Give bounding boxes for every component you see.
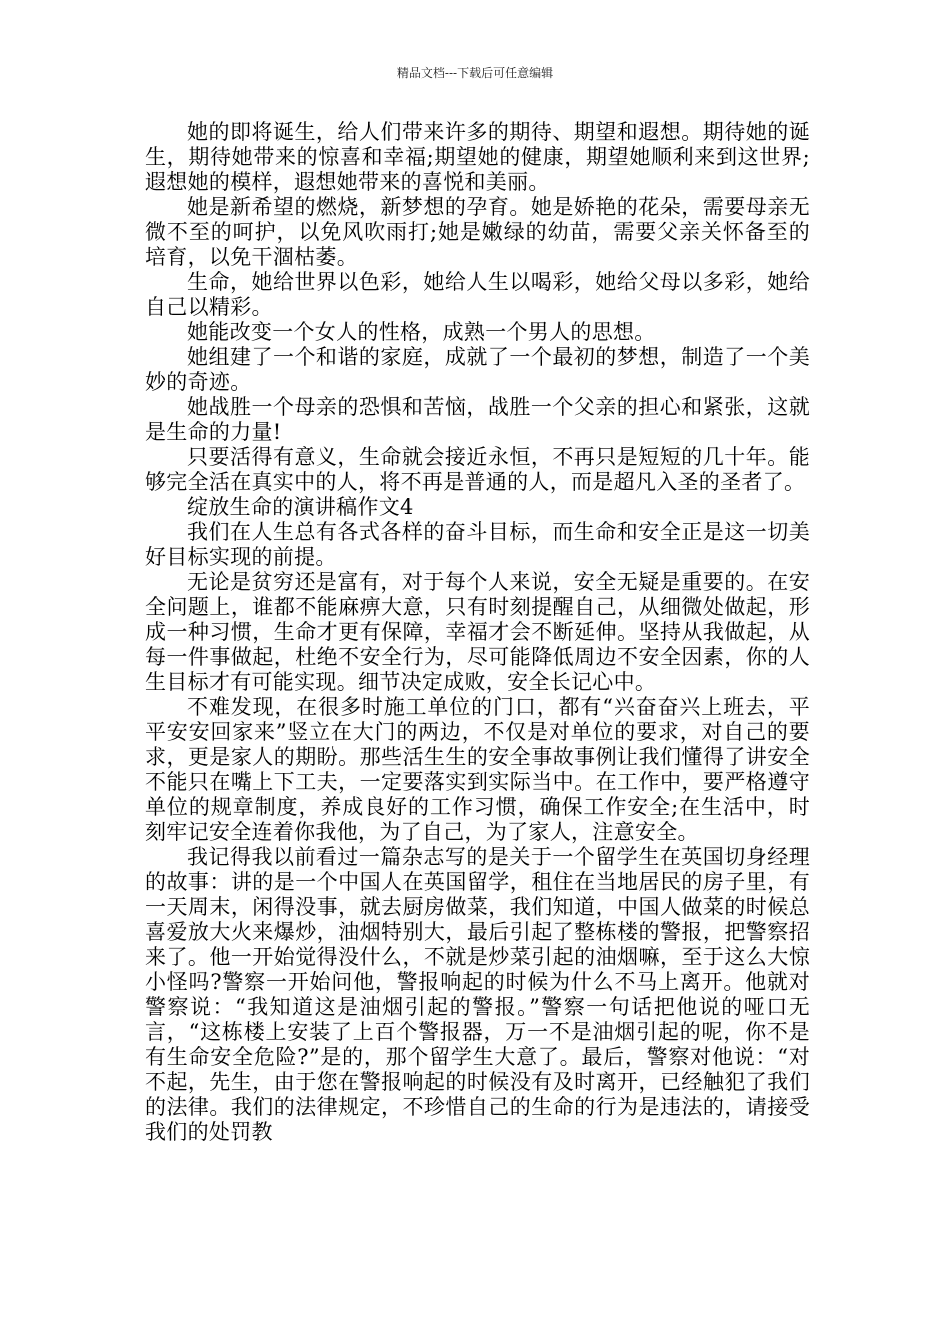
section-heading: 绽放生命的演讲稿作文4 xyxy=(187,495,414,519)
paragraph: 我们在人生总有各式各样的奋斗目标，而生命和安全正是这一切美好目标实现的前提。 xyxy=(145,520,810,569)
paragraph: 我记得我以前看过一篇杂志写的是关于一个留学生在英国切身经理的故事：讲的是一个中国人在英国留学，租住在当地居民的房子里，有一天周末，闲得没事，就去厨房做菜，我们知道，中国人做菜的时候总喜爱放大火来爆炒，油烟特别大，最后引起了整栋楼的警报，把警察招来了。他一开始觉得没什么，不就是炒菜引起的油烟嘛，至于这么大惊小怪吗?警察一开始问他，警报响起的时候为什么不马上离开。他就对警察说：“我知道这是油烟引起的警报。”警察一句话把他说的哑口无言，“这栋楼上安装了上百个警报器，万一不是油烟引起的呢，你不是有生命安全危险?”是的，那个留学生大意了。最后，警察对他说：“对不起，先生，由于您在警报响起的时候没有及时离开，已经触犯了我们的法律。我们的法律规定，不珍惜自己的生命的行为是违法的，请接受我们的处罚教 xyxy=(145,845,810,1144)
paragraph: 她是新希望的燃烧，新梦想的孕育。她是娇艳的花朵，需要母亲无微不至的呵护，以免风吹雨打;她是嫩绿的幼苗，需要父亲关怀备至的培育，以免干涸枯萎。 xyxy=(145,195,810,269)
page-header: 精品文档---下载后可任意编辑 xyxy=(396,66,554,80)
paragraph: 她能改变一个女人的性格，成熟一个男人的思想。 xyxy=(187,320,656,344)
paragraph: 她的即将诞生，给人们带来许多的期待、期望和遐想。期待她的诞生，期待她带来的惊喜和幸福;期望她的健康，期望她顺利来到这世界;遐想她的模样，遐想她带来的喜悦和美丽。 xyxy=(145,120,810,194)
document-body xyxy=(145,120,810,1145)
paragraph: 生命，她给世界以色彩，她给人生以喝彩，她给父母以多彩，她给自己以精彩。 xyxy=(145,270,810,319)
paragraph: 无论是贫穷还是富有，对于每个人来说，安全无疑是重要的。在安全问题上，谁都不能麻痹大意，只有时刻提醒自己，从细微处做起，形成一种习惯，生命才更有保障，幸福才会不断延伸。坚持从我做起，从每一件事做起，杜绝不安全行为，尽可能降低周边不安全因素，你的人生目标才有可能实现。细节决定成败，安全长记心中。 xyxy=(145,570,810,694)
paragraph: 不难发现，在很多时施工单位的门口，都有“兴奋奋兴上班去，平平安安回家来”竖立在大门的两边，不仅是对单位的要求，对自己的要求，更是家人的期盼。那些活生生的安全事故事例让我们懂得了讲安全不能只在嘴上下工夫，一定要落实到实际当中。在工作中，要严格遵守单位的规章制度，养成良好的工作习惯，确保工作安全;在生活中，时刻牢记安全连着你我他，为了自己，为了家人，注意安全。 xyxy=(145,695,810,844)
paragraph: 只要活得有意义，生命就会接近永恒，不再只是短短的几十年。能够完全活在真实中的人，将不再是普通的人，而是超凡入圣的圣者了。 xyxy=(145,445,810,494)
paragraph: 她战胜一个母亲的恐惧和苦恼，战胜一个父亲的担心和紧张，这就是生命的力量! xyxy=(145,395,810,444)
paragraph: 她组建了一个和谐的家庭，成就了一个最初的梦想，制造了一个美妙的奇迹。 xyxy=(145,345,810,394)
